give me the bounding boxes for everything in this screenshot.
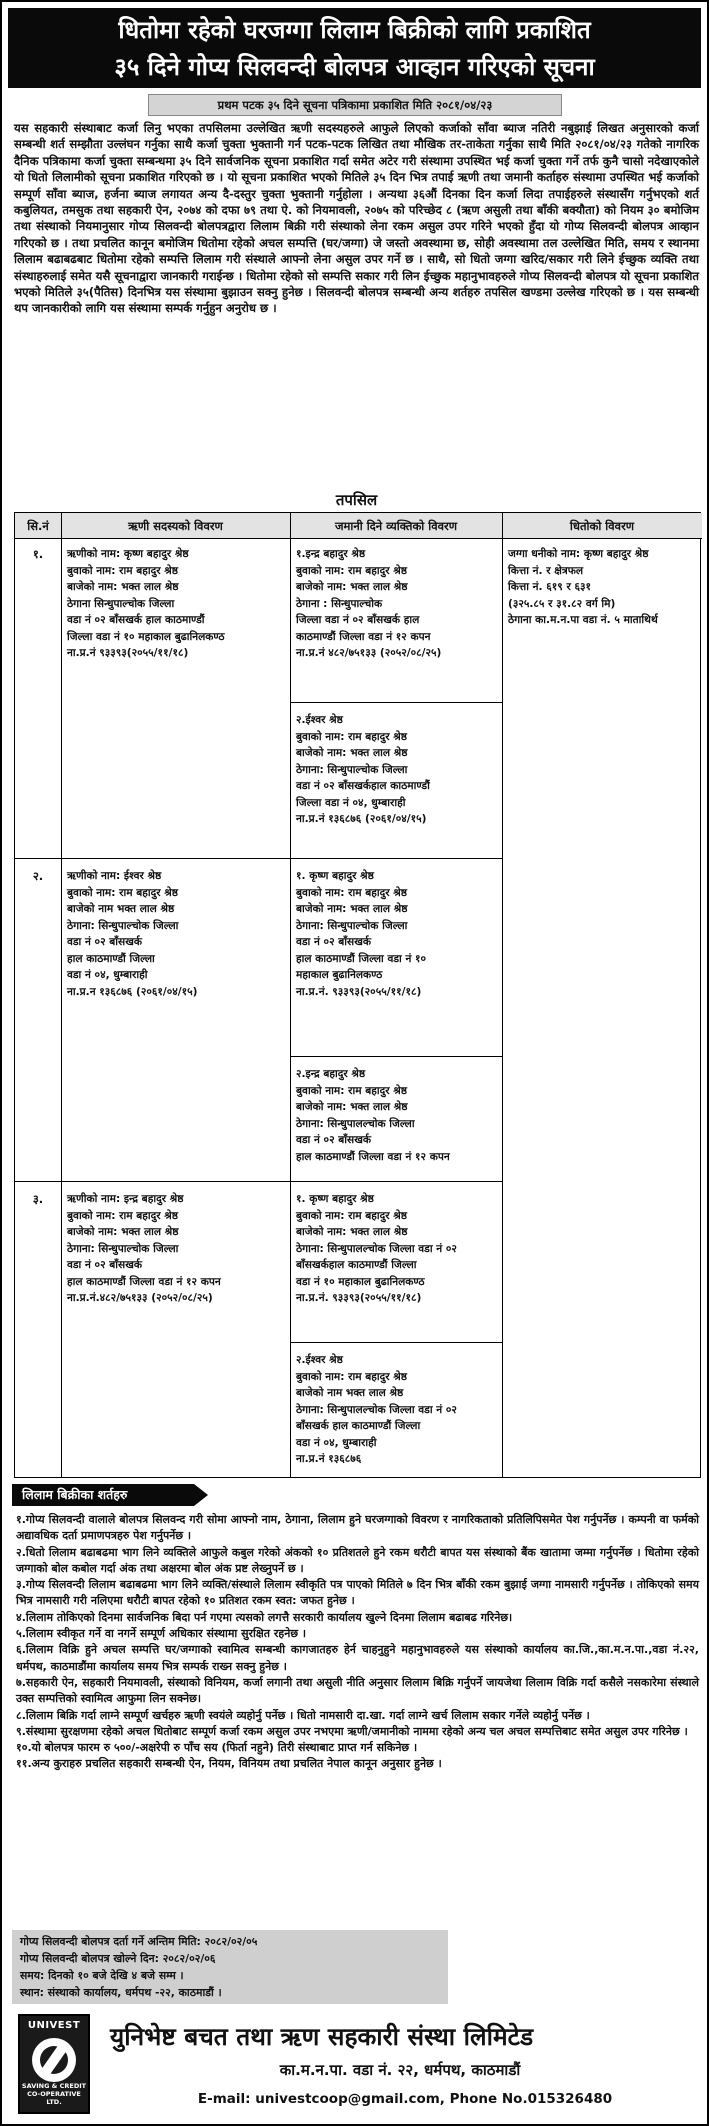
guarantor-line: १. कृष्ण बहादुर श्रेष्ठ: [296, 1193, 374, 1205]
organization-contact: E-mail: univestcoop@gmail.com, Phone No.015326480: [197, 2091, 613, 2107]
row-2-guarantor-1: [290, 863, 502, 1005]
borrower-line: बाजेको नाम: भक्त लाल श्रेष्ठ: [67, 581, 179, 593]
guarantor-line: बुवाको नाम: राम बहादुर श्रेष्ठ: [296, 1209, 408, 1222]
guarantor-line: हाल काठमाण्डौं जिल्ला वडा नं १२ कपन: [296, 1150, 450, 1163]
guarantor-line: बुवाको नाम: राम बहादुर श्रेष्ठ: [296, 1370, 408, 1383]
guarantor-line: बाँसखर्कहाल काठमाण्डौं जिल्ला: [296, 1259, 417, 1271]
condition-item: १.गोप्य सिलवन्दी वालाले बोलपत्र सिलवन्द गरी सोमा आफ्नो नाम, ठेगाना, लिलाम हुने घरजग्गाको विवरण र नागरिकताको प्रतिलिपिसमेत पेश गर्नुपर्नेछ । कम्पनी वा फर्मको अद्यावधिक दर्ता प्रमाणपत्रहरु पेश गर्नुपर्नेछ ।: [16, 1513, 699, 1543]
tender-dates-box: [12, 1930, 448, 2004]
row-2-borrower: [61, 863, 290, 1005]
notice-title-banner: [8, 8, 701, 88]
collateral-line: जग्गा धनीको नाम: कृष्ण बहादुर श्रेष्ठ: [508, 548, 649, 560]
guarantor-line: जिल्ला वडा नं ०४, धुम्बाराही: [296, 796, 406, 809]
logo-tagline: SAVING & CREDIT CO-OPERATIVE LTD.: [21, 2082, 87, 2106]
row-1-borrower: [61, 541, 290, 667]
guarantor-line: बाजेको नाम: भक्त लाल श्रेष्ठ: [296, 903, 408, 915]
borrower-line: ना.प्र.न १३६८७६ (२०६१/०४/१५): [67, 985, 198, 998]
title-line-2: ३५ दिने गोप्य सिलवन्दी बोलपत्र आव्हान गरिएको सूचना: [114, 52, 595, 81]
submission-deadline: गोप्य सिलवन्दी बोलपत्र दर्ता गर्ने अन्तिम मिति: २०८२/०२/०५: [20, 1935, 258, 1948]
borrower-line: हाल काठमाण्डौं जिल्ला: [67, 952, 155, 965]
guarantor-line: वडा नं ०४, धुम्बाराही: [296, 1436, 377, 1449]
borrower-line: वडा नं ०२ बाँसखर्क: [67, 936, 143, 948]
condition-item: ४.लिलाम तोकिएको दिनमा सार्वजनिक बिदा पर्न गएमा त्यसको लगत्तै सरकारी कार्यालय खुल्ने दिनमा लिलाम बढाबढ गरिनेछ।: [16, 1610, 513, 1624]
intro-paragraph: यस सहकारी संस्थाबाट कर्जा लिनु भएका तपसिलमा उल्लेखित ऋणी सदस्यहरुले आफुले लिएको कर्जाको साँवा ब्याज नतिरी नबुझाई लिखत अनुसारको कर्जा सम्बन्धी शर्त सम्झौता उल्लंघन गर्नुका साथै कर्जा चुक्ता भुक्तानी गर्न पटक-पटक लिखित तथा मौखिक तर-ताकेता गर्नुका साथै मिति २०८१/०४/२३ गतेको नागरिक दैनिक पत्रिकामा कर्जा चुक्ता सम्बन्धमा ३५ दिने सार्वजनिक सूचना प्रकाशित गर्दा समेत अटेर गरी संस्थामा उपस्थित भई कर्जा चुक्ता गर्ने तर्फ कुनै चासो नदेखाएकोले यो धितो लिलामीको सूचना प्रकाशित गरिएको छ । यो सूचना प्रकाशित भएको मितिले ३५ दिन भित्र तपाई ऋणी तथा जमानी कर्ताहरु संस्थामा उपस्थित भई कर्जाको सम्पूर्ण साँवा ब्याज, हर्जना ब्याज लगायत अन्य दै-दस्तुर चुक्ता भुक्तानी गर्नुहोला । अन्यथा ३६औं दिनका दिन कर्जा लिदा तपाईहरुले संस्थासँग गर्नुभएको शर्त कबुलियत, तमसुक तथा सहकारी ऐन, २०७४ को दफा ७९ तथा ऐ. को नियमावली, २०७५ को परिच्छेद ८ (ऋण असुली तथा बाँकी बक्यौता) को नियम ३० बमोजिम तथा संस्थाको नियमानुसार गोप्य सिलवन्दी बोलपत्रद्वारा लिलाम बिक्री गरी संस्थाको लेना रकम असुल उपर गरिने भएको हुँदा यो गोप्य सिलवन्दी बोलपत्र आव्हान गरिएको छ । तथा प्रचलित कानून बमोजिम धितोमा रहेको अचल सम्पत्ति (घर/जग्गा) जे जस्तो अवस्थामा छ, सोही अवस्थामा तल उल्लेखित मिति, समय र स्थानमा लिलाम बढाबढबाट धितोमा रहेको सम्पत्ति लिलाम गरी संस्थाले आफ्नो लेना असुल उपर गर्ने छ । साथै, सो धितो जग्गा खरिद/सकार गरी लिने ईच्छुक व्यक्ति तथा संस्थाहरुलाई समेत यसै सूचनाद्वारा जानकारी गराईन्छ । धितोमा रहेको सो सम्पत्ति सकार गरी लिन ईच्छुक महानुभावहरुले गोप्य सिलवन्दी बोलपत्र यो सूचना प्रकाशित भएको मितिले ३५(पैतिस) दिनभित्र यस संस्थामा बुझाउन सक्नु हुनेछ । सिलवन्दी बोलपत्र सम्बन्धी अन्य शर्तहरु तपसिल खण्डमा उल्लेख गरिएको छ । यस सम्बन्धी थप जानकारीको लागि यस संस्थामा सम्पर्क गर्नुहुन अनुरोध छ ।: [14, 121, 699, 316]
guarantor-line: ठेगाना: सिन्धुपालल्चोक जिल्ला वडा नं ०२: [296, 1403, 457, 1416]
guarantor-line: २.ईश्वर श्रेष्ठ: [296, 714, 343, 726]
schedule-table: [14, 512, 701, 1478]
guarantor-line: वडा नं ०२ बाँसखर्कहाल काठमाण्डौं: [296, 780, 430, 792]
condition-item: १०.यो बोलपत्र फारम रु ५००/-अक्षरेपी रु पाँच सय (फिर्ता नहुने) तिरी संस्थाबाट प्राप्त गर्न सकिनेछ ।: [16, 1741, 418, 1755]
row-2-serial: २.: [32, 869, 44, 883]
guarantor-line: हाल काठमाण्डौं जिल्ला वडा नं १०: [296, 952, 427, 965]
first-published-note: प्रथम पटक ३५ दिने सूचना पत्रिकामा प्रकाशित मिति २०८१/०४/२३: [148, 94, 562, 116]
opening-place: स्थान: संस्थाको कार्यालय, धर्मपथ -२२, काठमाडौं ।: [20, 1986, 222, 1999]
header-serial: सि.नं: [15, 513, 61, 539]
row-1-collateral: [502, 541, 702, 634]
guarantor-line: बाजेको नाम: भक्त लाल श्रेष्ठ: [296, 747, 408, 759]
guarantor-line: ठेगाना: सिन्धुपालल्चोक जिल्ला: [296, 1117, 415, 1130]
borrower-line: ठेगाना: सिन्धुपाल्चोक जिल्ला: [67, 1242, 179, 1255]
borrower-line: ठेगाना: सिन्धुपाल्चोक जिल्ला: [67, 919, 179, 932]
guarantor-line: २.ईश्वर श्रेष्ठ: [296, 1354, 343, 1366]
borrower-line: ऋणीको नाम: कृष्ण बहादुर श्रेष्ठ: [67, 548, 189, 560]
logo-mark-icon: [32, 2038, 76, 2082]
borrower-line: ऋणीको नाम: ईश्वर श्रेष्ठ: [67, 870, 162, 882]
collateral-line: (३२५.८५ र ३१.८२ वर्ग मि): [508, 597, 616, 610]
row-1-guarantor-1: [290, 541, 502, 667]
condition-item: ८.लिलाम बिक्रि गर्दा लाग्ने सम्पूर्ण खर्चहरु ऋणी स्वयंले व्यहोर्नु पर्नेछ । धितो नामसारी दा.खा. गर्दा लाग्ने खर्च लिलाम सकार गर्नेले व्यहोर्नु पर्नेछ ।: [16, 1708, 590, 1722]
guarantor-line: वडा नं ०२ बाँसखर्क: [296, 936, 372, 948]
organization-footer: [10, 2014, 703, 2120]
guarantor-line: ना.प्र.नं १३६८७६ (२०६१/०४/१५): [296, 813, 427, 825]
condition-item: ५.लिलाम स्वीकृत गर्ने वा नगर्ने सम्पूर्ण अधिकार संस्थामा सुरक्षित रहनेछ ।: [16, 1627, 307, 1641]
guarantor-line: ठेगाना : सिन्धुपाल्चोक: [296, 597, 383, 610]
guarantor-line: २.इन्द्र बहादुर श्रेष्ठ: [296, 1068, 366, 1080]
condition-item: ११.अन्य कुराहरु प्रचलित सहकारी सम्बन्धी ऐन, नियम, विनियम तथा प्रचलित नेपाल कानून अनुसार हुनेछ ।: [16, 1757, 442, 1771]
condition-item: २.धितो लिलाम बढाबढमा भाग लिने व्यक्तिले आफुले कबुल गरेको अंकको १० प्रतिशतले हुने रकम धरौटी बापत यस संस्थाको बैंक खातामा जम्मा गर्नुपर्नेछ । धितोमा रहेको जग्गाको बोल कबोल गर्दा अंक तथा अक्षरमा बोल अंक प्रष्ट लेख्नुपर्ने छ ।: [16, 1545, 699, 1575]
guarantor-line: बाजेको नाम: भक्त लाल श्रेष्ठ: [296, 1101, 408, 1113]
condition-item: ७.सहकारी ऐन, सहकारी नियमावली, संस्थाको विनियम, कर्जा लगानी तथा असुली नीति अनुसार लिलाम बिक्रि गर्नुपर्ने जायजेथा लिलाम विक्रि गर्दा कसैले नसकारेमा संस्थाले उक्त सम्पत्तिको स्वामित्व आफुमा लिन सक्नेछ।: [16, 1675, 699, 1706]
conditions-heading: लिलाम बिक्रीका शर्तहरु: [12, 1484, 194, 1506]
guarantor-line: काठमाण्डौं जिल्ला वडा नं १२ कपन: [296, 630, 431, 643]
guarantor-line: वडा नं १० महाकाल बुढानिलकण्ठ: [296, 1275, 425, 1288]
borrower-line: ऋणीको नाम: इन्द्र बहादुर श्रेष्ठ: [67, 1193, 184, 1205]
borrower-line: बाजेको नाम: भक्त लाल श्रेष्ठ: [67, 1226, 179, 1238]
borrower-line: ना.प्र.नं ९३३९३(२०५५/११/१८): [67, 647, 189, 659]
row-divider: [15, 1181, 502, 1182]
borrower-line: ना.प्र.नं.४८२/७५१३३ (२०५२/०८/२५): [67, 1292, 213, 1304]
guarantor-line: बुवाको नाम: राम बहादुर श्रेष्ठ: [296, 1084, 408, 1097]
opening-time: समय: दिनको १० बजे देखि ४ बजे सम्म ।: [20, 1969, 184, 1982]
row-divider: [15, 858, 502, 859]
guarantor-line: बुवाको नाम: राम बहादुर श्रेष्ठ: [296, 730, 408, 743]
guarantor-line: ना.प्र.नं १३६८७६: [296, 1453, 362, 1465]
header-borrower: ऋणी सदस्यको विवरण: [61, 513, 290, 539]
borrower-line: हाल काठमाण्डौं जिल्ला वडा नं १२ कपन: [67, 1275, 221, 1288]
borrower-line: बाजेको नाम भक्त लाल श्रेष्ठ: [67, 903, 175, 915]
guarantor-line: बाँसखर्क हाल काठमाण्डौं जिल्ला: [296, 1420, 421, 1432]
borrower-line: बुवाको नाम: राम बहादुर श्रेष्ठ: [67, 886, 179, 899]
title-line-1: धितोमा रहेको घरजग्गा लिलाम बिक्रीको लागि प्रकाशित: [118, 15, 591, 44]
row-1-serial: १.: [32, 547, 44, 561]
row-3-borrower: [61, 1186, 290, 1312]
guarantor-divider: [290, 1056, 502, 1057]
guarantor-line: ना.प्र.नं ४८२/७५१३३ (२०५२/०८/२५): [296, 647, 442, 659]
borrower-line: वडा नं ०२ बाँसखर्क हाल काठमाण्डौं: [67, 614, 205, 626]
borrower-line: वडा नं ०२ बाँसखर्क: [67, 1259, 143, 1271]
collateral-line: ठेगाना का.म.न.पा वडा नं. ५ माताथिर्थ: [508, 614, 658, 626]
guarantor-line: महाकाल बुढानिलकण्ठ: [296, 969, 383, 981]
guarantor-line: ना.प्र.नं. ९३३९३(२०५५/११/१८): [296, 1292, 422, 1304]
header-guarantor: जमानी दिने व्यक्तिको विवरण: [290, 513, 502, 539]
row-3-serial: ३.: [32, 1192, 44, 1206]
row-1-guarantor-2: [290, 707, 502, 833]
guarantor-line: बुवाको नाम: राम बहादुर श्रेष्ठ: [296, 886, 408, 899]
organization-name: युनिभेष्ट बचत तथा ऋण सहकारी संस्था लिमिटेड: [110, 2022, 534, 2051]
row-3-guarantor-1: [290, 1186, 502, 1312]
header-collateral: धितोको विवरण: [502, 513, 702, 539]
conditions-list: [16, 1512, 699, 1773]
guarantor-line: ना.प्र.नं. ९३३९३(२०५५/११/१८): [296, 985, 422, 998]
guarantor-line: १. कृष्ण बहादुर श्रेष्ठ: [296, 870, 374, 882]
collateral-line: कित्ता नं. र क्षेत्रफल: [508, 564, 584, 577]
univest-logo: [18, 2014, 90, 2114]
row-3-guarantor-2: [290, 1347, 502, 1473]
borrower-line: बुवाको नाम: राम बहादुर श्रेष्ठ: [67, 564, 179, 577]
borrower-line: जिल्ला वडा नं १० महाकाल बुढानिलकण्ठ: [67, 630, 225, 643]
condition-item: ३.गोप्य सिलवन्दी लिलाम बढाबढमा भाग लिने व्यक्ति/संस्थाले लिलाम स्वीकृति पत्र पाएको मितिले ७ दिन भित्र बाँकी रकम बुझाई जग्गा नामसारी गर्नुपर्नेछ । तोकिएको समय भित्र नामसारी गरी नलिएमा धरौटी बापत रहेको १० प्रतिशत रकम स्वत: जफत हुनेछ ।: [16, 1578, 699, 1608]
guarantor-divider: [290, 702, 502, 703]
opening-date: गोप्य सिलवन्दी बोलपत्र खोल्ने दिन: २०८२/०२/०६: [20, 1952, 216, 1965]
collateral-line: कित्ता नं. ६१९ र ६३१: [508, 581, 591, 593]
borrower-line: बुवाको नाम: राम बहादुर श्रेष्ठ: [67, 1209, 179, 1222]
borrower-line: ठेगाना सिन्धुपाल्चोक जिल्ला: [67, 597, 175, 610]
guarantor-line: १.इन्द्र बहादुर श्रेष्ठ: [296, 548, 366, 560]
guarantor-line: बुवाको नाम: राम बहादुर श्रेष्ठ: [296, 564, 408, 577]
guarantor-line: बाजेको नाम: भक्त लाल श्रेष्ठ: [296, 1226, 408, 1238]
organization-address: का.म.न.पा. वडा नं. २२, धर्मपथ, काठमाडौं: [279, 2061, 521, 2079]
guarantor-line: वडा नं ०२ बाँसखर्क: [296, 1134, 372, 1146]
row-2-guarantor-2: [290, 1061, 502, 1170]
guarantor-line: जिल्ला वडा नं ०२ बाँसखर्क हाल: [296, 614, 420, 626]
guarantor-line: बाजेको नाम भक्त लाल श्रेष्ठ: [296, 1387, 404, 1399]
condition-item: ९.संस्थामा सुरक्षणमा रहेको अचल धितोबाट सम्पूर्ण कर्जा रकम असुल उपर नभएमा ऋणी/जमानीको नाममा रहेको अन्य चल अचल सम्पत्तिबाट समेत असुल उपर गरिनेछ ।: [16, 1724, 688, 1738]
borrower-line: वडा नं ०४, धुम्बाराही: [67, 969, 148, 981]
guarantor-line: ठेगाना: सिन्धुपाल्चोक जिल्ला: [296, 919, 408, 932]
condition-item: ६.लिलाम विक्रि हुने अचल सम्पत्ति घर/जग्गाको स्वामित्व सम्बन्धी कागजातहरु हेर्न चाहनुहुने महानुभावहरुले यस संस्थाको कार्यालय का.जि.,का.म.न.पा.,वडा नं.२२, धर्मपथ, काठमाडौंमा कार्यालय समय भित्र सम्पर्क राख्न सक्नु हुनेछ ।: [16, 1643, 699, 1673]
guarantor-line: ठेगाना: सिन्धुपाल्चोक जिल्ला: [296, 763, 408, 776]
column-divider: [502, 513, 503, 1477]
guarantor-line: बाजेको नाम: भक्त लाल श्रेष्ठ: [296, 581, 408, 593]
schedule-heading: तपसिल: [335, 491, 378, 509]
logo-brand-text: UNIVEST: [27, 2020, 81, 2031]
guarantor-divider: [290, 1342, 502, 1343]
guarantor-line: ठेगाना: सिन्धुपालल्चोक जिल्ला वडा नं ०२: [296, 1242, 457, 1255]
